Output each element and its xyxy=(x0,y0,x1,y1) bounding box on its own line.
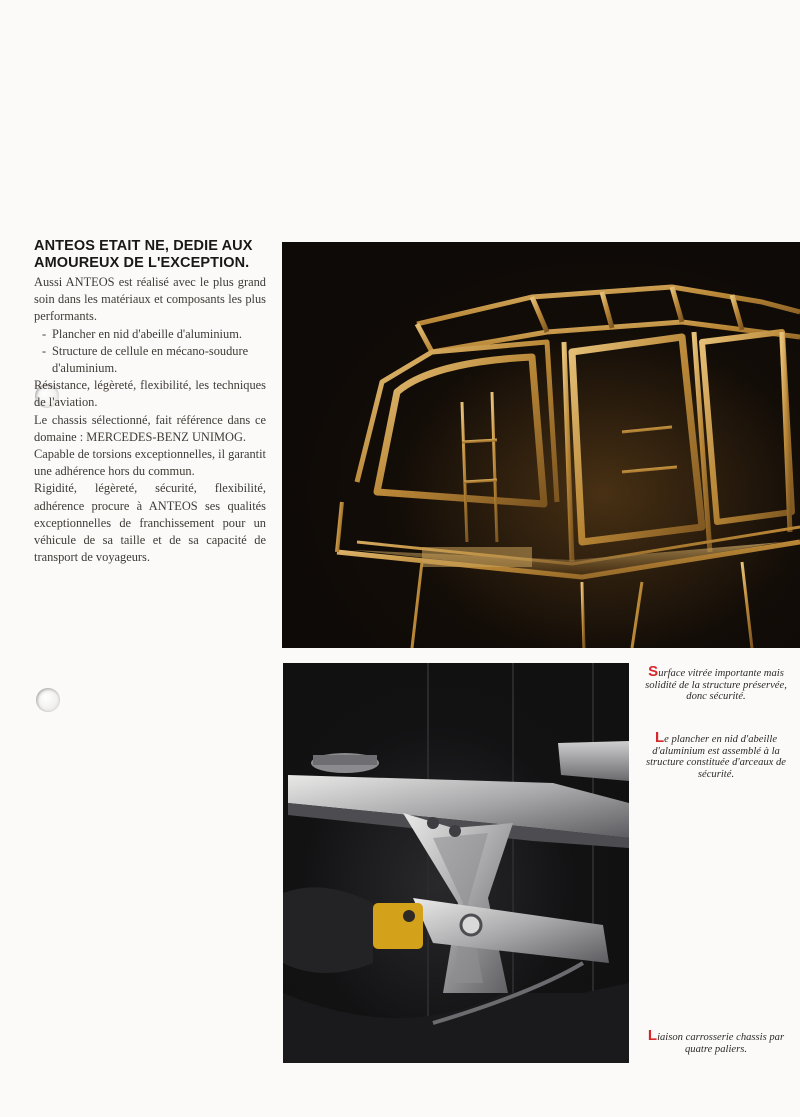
caption-glazed-surface xyxy=(641,663,791,703)
cabin-frame-photo xyxy=(282,242,800,648)
caption-honeycomb-floor xyxy=(641,729,791,780)
caption-text: urface vitrée importante mais solidité de la structure préservée, donc sécurité. xyxy=(645,668,787,703)
headline-line-2: AMOUREUX DE L'EXCEPTION. xyxy=(34,255,250,271)
body-text xyxy=(34,274,266,566)
chassis-paragraph: Le chassis sélectionné, fait référence dans ce domaine : MERCEDES-BENZ UNIMOG. xyxy=(34,412,266,444)
bullet-dash: - xyxy=(42,326,47,341)
intro-paragraph: Aussi ANTEOS est réalisé avec le plus grand soin dans les matériaux et composants les plus performants. xyxy=(34,275,266,324)
resistance-paragraph: Résistance, légèreté, flexibilité, les techniques de l'aviation. xyxy=(34,378,266,410)
bullet-cell-structure xyxy=(34,343,266,360)
bullet-cell-structure-continued: d'aluminium. xyxy=(52,361,118,376)
caption-body-chassis-link xyxy=(641,1027,791,1055)
headline-line-1: ANTEOS ETAIT NE, DEDIE AUX xyxy=(34,238,253,254)
chassis-mount-illustration xyxy=(283,663,629,1063)
bullet-honeycomb-floor xyxy=(34,326,266,343)
cabin-frame-illustration xyxy=(282,242,800,648)
bullet-dash: - xyxy=(42,343,47,358)
caption-initial: L xyxy=(654,729,665,746)
caption-text: e plancher en nid d'abeille d'aluminium est assemblé à la structure constituée d'arceaux de sécurité. xyxy=(645,734,787,780)
caption-initial: S xyxy=(648,663,659,680)
caption-text: iaison carrosserie chassis par quatre paliers. xyxy=(657,1032,785,1055)
bullet-honeycomb-text: Plancher en nid d'abeille d'aluminium. xyxy=(52,326,242,341)
caption-initial: L xyxy=(647,1027,658,1044)
punch-hole xyxy=(36,688,60,712)
bullet-cell-text: Structure de cellule en mécano-soudure xyxy=(52,343,249,358)
qualities-paragraph: Rigidité, légèreté, sécurité, flexibilité, adhérence procure à ANTEOS ses qualités exceptionnelles de franchissement pour un véhicule de sa taille et de sa capacité de transport de voyageurs. xyxy=(34,481,266,565)
chassis-mount-photo xyxy=(283,663,629,1063)
headline xyxy=(34,238,264,272)
torsion-paragraph: Capable de torsions exceptionnelles, il garantit une adhérence hors du commun. xyxy=(34,447,266,479)
